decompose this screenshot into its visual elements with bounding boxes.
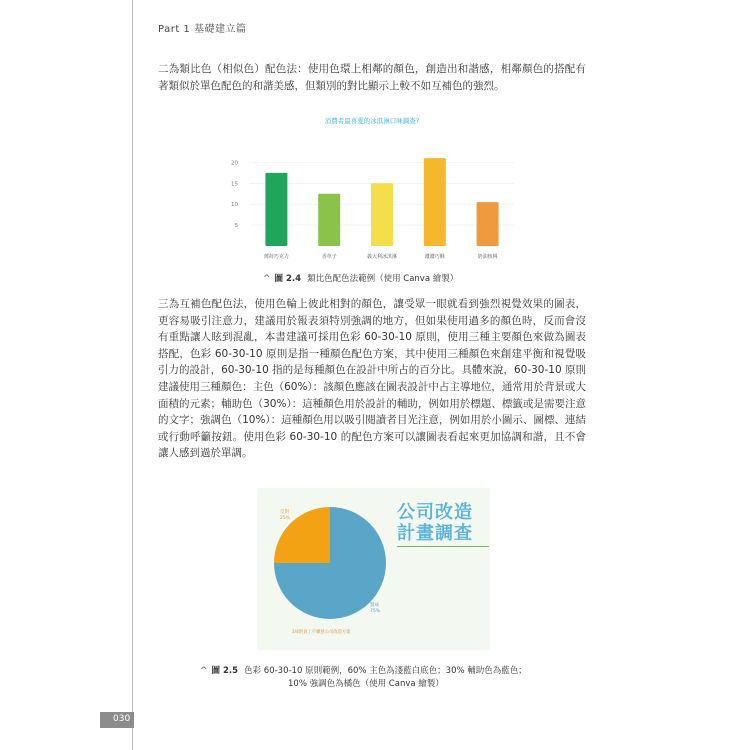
pie-figure xyxy=(257,488,490,650)
x-tick-label-3: 濃濃巧酥 xyxy=(424,254,445,260)
pie-chart-title: 公司改造計畫調查 xyxy=(397,502,473,544)
figure-2-4-text: 類比色配色法範例（使用 Canva 繪製） xyxy=(307,274,459,284)
figure-2-4-label: 圖 2.4 xyxy=(274,274,302,284)
pie-label-oppose xyxy=(280,510,290,522)
pie-footnote: 2/4的員工不願意公司改造方案 xyxy=(292,630,351,635)
page-number: 030 xyxy=(113,714,131,724)
title-underline xyxy=(397,546,489,547)
bar-3 xyxy=(424,158,446,246)
x-tick-label-0: 薄荷巧克力 xyxy=(263,254,289,260)
x-tick-label-2: 義大利冰淇淋 xyxy=(366,254,398,260)
paragraph-analogous: 二為類比色（相似色）配色法：使用色環上相鄰的顏色，創造出和諧感，相鄰顏色的搭配有著類似於單色配色的和諧美感，但類別的對比顯示上較不如互補色的強烈。 xyxy=(158,63,586,92)
caption-arrow-icon: ^ xyxy=(263,274,271,284)
figure-2-5-label: 圖 2.5 xyxy=(211,666,239,676)
bar-4 xyxy=(477,202,499,246)
pie-label-oppose-name: 反對 xyxy=(280,510,289,515)
y-tick-label-2: 15 xyxy=(231,181,238,188)
x-tick-label-4: 奶油核桃 xyxy=(477,254,498,260)
paragraph-complementary: 三為互補色配色法，使用色輪上彼此相對的顏色，讓受眾一眼就看到強烈視覺效果的圖表，更容易吸引注意力，建議用於報表須特別強調的地方，但如果使用過多的顏色時，反而會沒有重點讓人眩到混亂，本書建議可採用色彩 60-30-10 原則，使用三種主要顏色來做為圖表搭配，色彩 60-30-10 原則是指一種顏色配色方案，其中使用三種顏色來創建平衡和視覺吸引力的設計，60-30-10 指的是每種顏色在設計中所占的百分比。具體來說，60-30-10 原則建議使用三種顏色：主色（60%）：該顏色應該在圖表設計中占主導地位，通常用於背景或大面積的元素；輔助色（30%）：這種顏色用於設計的輔助，例如用於標題、標籤或是需要注意的文字；強調色（10%）：這種顏色用以吸引閱讀者目光注意，例如用於小圖示、圖標、連結或行動呼籲按鈕。使用色彩 60-30-10 的配色方案可以讓圖表看起來更加協調和諧，且不會讓人感到過於單調。 xyxy=(158,298,586,460)
bar-chart-svg xyxy=(222,110,522,270)
bar-2 xyxy=(371,183,393,246)
y-tick-label-3: 20 xyxy=(231,160,238,167)
bar-chart-title: 消費者最喜愛的冰淇淋口味調查? xyxy=(324,117,420,125)
running-header: Part 1 基礎建立篇 xyxy=(158,24,247,35)
bar-1 xyxy=(318,194,340,246)
bar-chart xyxy=(222,110,522,270)
margin-rule xyxy=(132,0,133,750)
figure-2-5-caption xyxy=(200,665,580,691)
pie-label-support xyxy=(370,603,380,615)
caption-arrow-icon: ^ xyxy=(200,666,208,676)
pie-label-support-name: 贊成 xyxy=(370,603,379,608)
x-tick-label-1: 香草子 xyxy=(321,254,337,260)
figure-2-4-caption xyxy=(263,272,458,284)
y-tick-label-0: 5 xyxy=(234,223,238,230)
bar-0 xyxy=(265,173,287,246)
pie-label-support-value: 75% xyxy=(370,609,381,614)
pie-label-oppose-value: 25% xyxy=(280,516,291,521)
figure-2-5-line2: 10% 強調色為橘色（使用 Canva 繪製） xyxy=(288,679,444,689)
y-tick-label-1: 10 xyxy=(231,202,238,209)
figure-2-5-line1: 色彩 60-30-10 原則範例，60% 主色為淺藍白底色；30% 輔助色為藍色； xyxy=(244,666,527,676)
